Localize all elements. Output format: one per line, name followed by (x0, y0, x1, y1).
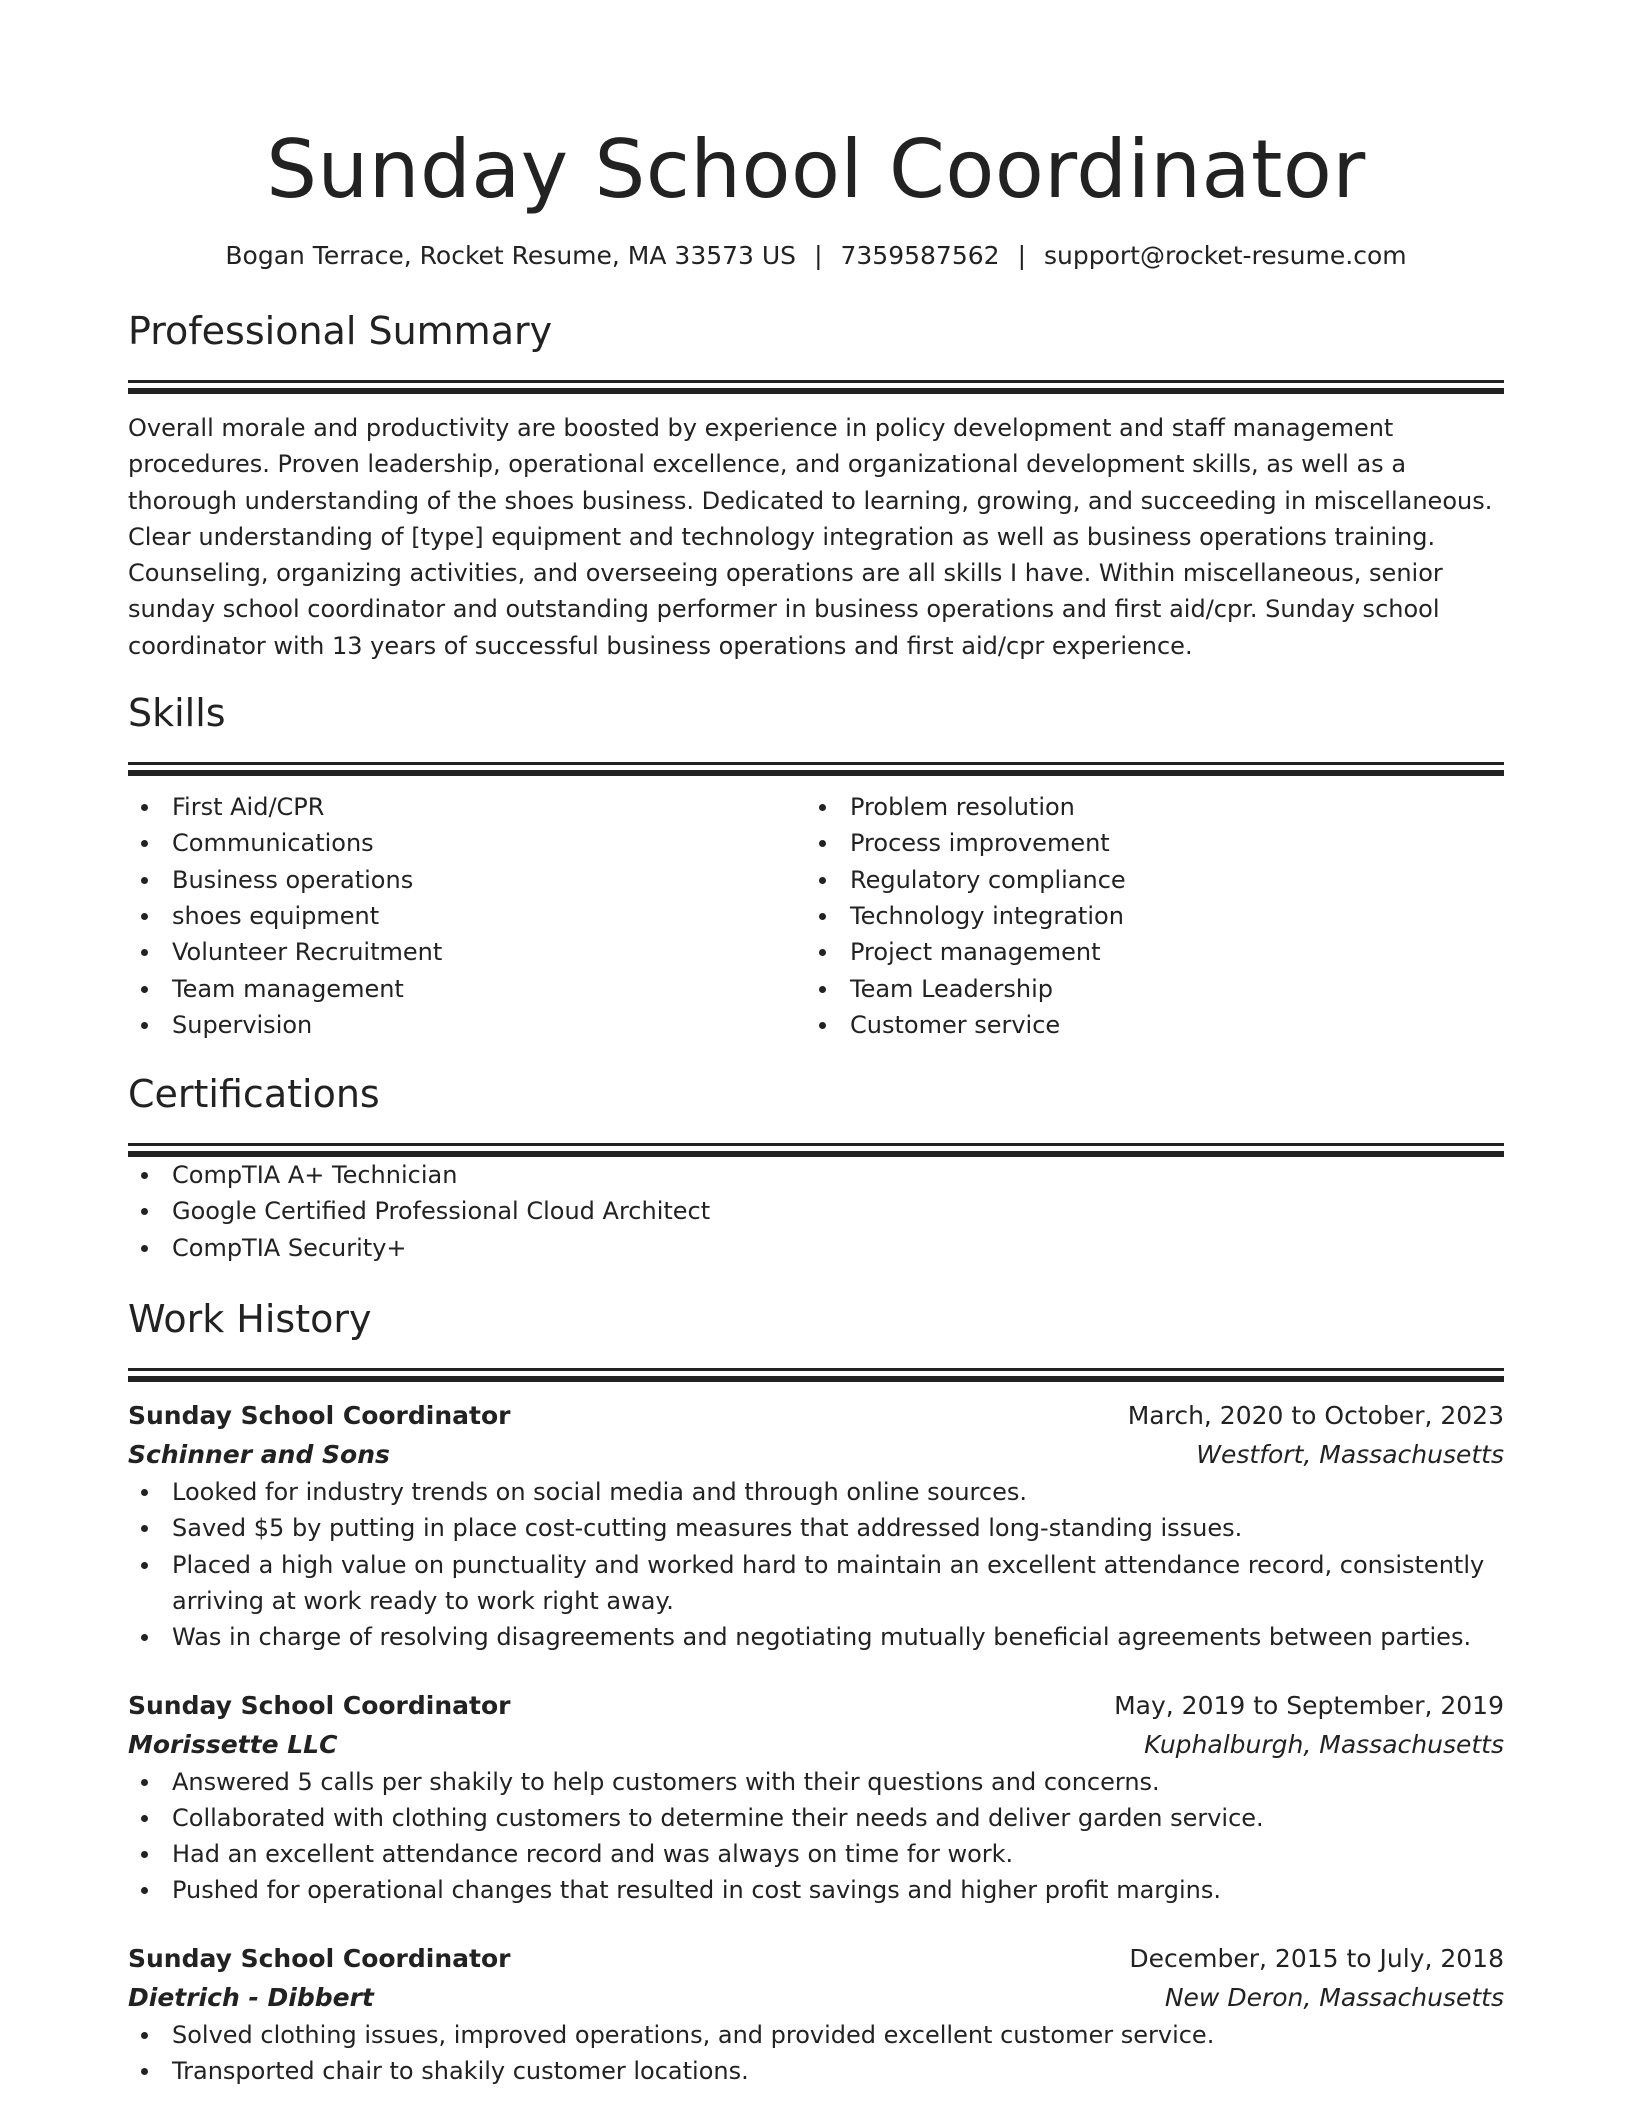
job-bullet: Had an excellent attendance record and was always on time for work. (128, 1836, 1504, 1872)
section-title-work-history: Work History (128, 1297, 372, 1342)
job-entry (128, 1686, 1504, 1909)
job-company: Schinner and Sons (128, 1440, 390, 1470)
job-bullet: Pushed for operational changes that resulted in cost savings and higher profit margins. (128, 1872, 1504, 1908)
skill-item: Team management (128, 971, 806, 1007)
skills-column-right (806, 789, 1484, 1043)
section-divider-thick (128, 770, 1504, 776)
work-history-section (128, 1294, 1504, 2089)
skill-item: shoes equipment (128, 898, 806, 934)
job-subheader-row (128, 1726, 1504, 1764)
job-bullet: Solved clothing issues, improved operations, and provided excellent customer service. (128, 2017, 1504, 2053)
skill-item: Process improvement (806, 825, 1484, 861)
job-header-row (128, 1939, 1504, 1979)
skill-item: Volunteer Recruitment (128, 934, 806, 970)
job-header-row (128, 1686, 1504, 1726)
section-title-summary: Professional Summary (128, 309, 553, 353)
email: support@rocket-resume.com (1044, 241, 1407, 270)
job-entry (128, 1396, 1504, 1655)
contact-line (128, 238, 1504, 274)
job-bullet: Was in charge of resolving disagreements and negotiating mutually beneficial agreements between parties. (128, 1619, 1504, 1655)
skill-item: Technology integration (806, 898, 1484, 934)
job-company: Dietrich - Dibbert (128, 1982, 374, 2012)
job-bullet-list (128, 2017, 1504, 2090)
job-title: Sunday School Coordinator (128, 1401, 511, 1431)
skill-item: Business operations (128, 862, 806, 898)
skill-item: Project management (806, 934, 1484, 970)
skill-item: Communications (128, 825, 806, 861)
job-header-row (128, 1396, 1504, 1436)
job-bullet-list (128, 1474, 1504, 1655)
section-divider-thick (128, 1376, 1504, 1382)
job-subheader-row (128, 1436, 1504, 1474)
job-location: New Deron, Massachusetts (1164, 1982, 1504, 2012)
separator: | (814, 241, 823, 270)
job-company: Morissette LLC (128, 1729, 338, 1759)
certification-list (128, 1157, 1504, 1266)
job-bullet: Looked for industry trends on social media and through online sources. (128, 1474, 1504, 1510)
section-title-certifications: Certifications (128, 1072, 380, 1117)
section-divider (128, 380, 1504, 383)
skills-columns (128, 789, 1504, 1043)
skill-item: Supervision (128, 1007, 806, 1043)
resume-page (128, 0, 1504, 2089)
job-subheader-row (128, 1979, 1504, 2017)
job-location: Westfort, Massachusetts (1196, 1440, 1504, 1470)
skill-item: First Aid/CPR (128, 789, 806, 825)
job-bullet: Saved $5 by putting in place cost-cutting measures that addressed long-standing issues. (128, 1510, 1504, 1546)
address: Bogan Terrace, Rocket Resume, MA 33573 US (225, 241, 797, 270)
section-divider (128, 1143, 1504, 1146)
certification-item: CompTIA A+ Technician (128, 1157, 1504, 1193)
job-bullet: Answered 5 calls per shakily to help customers with their questions and concerns. (128, 1764, 1504, 1800)
job-title: Sunday School Coordinator (128, 1690, 511, 1720)
section-divider-thick (128, 388, 1504, 394)
certification-item: CompTIA Security+ (128, 1230, 1504, 1266)
skill-item: Team Leadership (806, 971, 1484, 1007)
skill-item: Customer service (806, 1007, 1484, 1043)
job-title: Sunday School Coordinator (128, 1943, 511, 1973)
job-dates: May, 2019 to September, 2019 (1114, 1690, 1504, 1720)
summary-section (128, 306, 1504, 664)
resume-name: Sunday School Coordinator (266, 123, 1366, 216)
separator: | (1017, 241, 1026, 270)
job-location: Kuphalburgh, Massachusetts (1144, 1729, 1504, 1759)
certification-item: Google Certified Professional Cloud Architect (128, 1193, 1504, 1229)
phone: 7359587562 (840, 241, 1000, 270)
section-divider (128, 1368, 1504, 1371)
section-title-skills: Skills (128, 691, 226, 736)
job-bullet: Transported chair to shakily customer locations. (128, 2053, 1504, 2089)
skill-item: Problem resolution (806, 789, 1484, 825)
certifications-section (128, 1069, 1504, 1266)
job-entry (128, 1939, 1504, 2090)
job-dates: December, 2015 to July, 2018 (1129, 1943, 1504, 1973)
job-bullet-list (128, 1764, 1504, 1909)
section-divider (128, 762, 1504, 765)
summary-text: Overall morale and productivity are boosted by experience in policy development and staff management procedures. Proven leadership, operational excellence, and organizational development skills, as well as a thorough understanding of the shoes business. Dedicated to learning, growing, and succeeding in miscellaneous. Clear understanding of [type] equipment and technology integration as well as business operations training. Counseling, organizing activities, and overseeing operations are all skills I have. Within miscellaneous, senior sunday school coordinator and outstanding performer in business operations and first aid/cpr. Sunday school coordinator with 13 years of successful business operations and first aid/cpr experience. (128, 414, 1493, 660)
job-dates: March, 2020 to October, 2023 (1127, 1401, 1504, 1431)
skills-column-left (128, 789, 806, 1043)
job-bullet: Collaborated with clothing customers to determine their needs and deliver garden service. (128, 1800, 1504, 1836)
job-bullet: Placed a high value on punctuality and worked hard to maintain an excellent attendance record, consistently arriving at work ready to work right away. (128, 1547, 1504, 1620)
skill-item: Regulatory compliance (806, 862, 1484, 898)
skills-section (128, 688, 1504, 1043)
